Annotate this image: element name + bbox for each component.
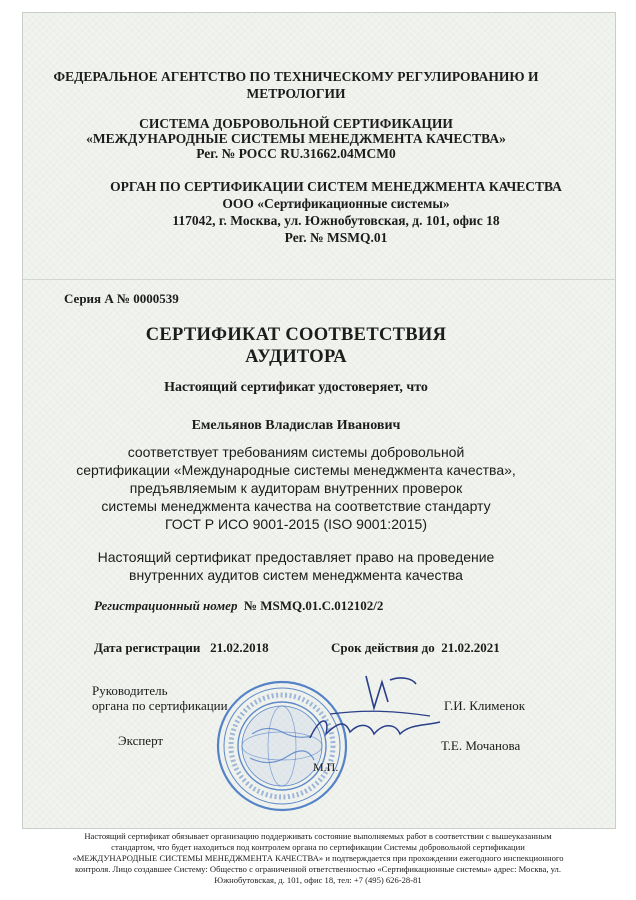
req-line-2: сертификации «Международные системы менеджмента качества», xyxy=(76,462,516,478)
requirements-text xyxy=(0,443,592,533)
stamp-mark: М.П. xyxy=(313,760,339,774)
footer-line-5: Южнобутовская, д. 101, офис 18, тел: +7 (495) 626-28-81 xyxy=(214,875,422,885)
reg-label: Регистрационный номер xyxy=(94,598,238,613)
valid-value: 21.02.2021 xyxy=(441,640,500,655)
head-name: Г.И. Клименок xyxy=(444,698,526,713)
expert-label: Эксперт xyxy=(118,733,164,748)
date-value: 21.02.2018 xyxy=(210,640,269,655)
head-of-body-label xyxy=(92,683,228,713)
system-reg: Рег. № РОСС RU.31662.04МСМ0 xyxy=(196,146,396,161)
organ-line-2: ООО «Сертификационные системы» xyxy=(222,196,450,211)
organ-block xyxy=(40,178,632,246)
footer-line-1: Настоящий сертификат обязывает организацию поддерживать состояние выполняемых работ в соответствии с вышеуказанным xyxy=(84,831,552,841)
date-label: Дата регистрации xyxy=(94,640,201,655)
req-line-3: предъявляемым к аудиторам внутренних проверок xyxy=(129,480,463,496)
right-line-2: внутренних аудитов систем менеджмента качества xyxy=(129,567,463,583)
certificate-title xyxy=(0,324,592,368)
certifies-text: Настоящий сертификат удостоверяет, что xyxy=(164,380,428,395)
organ-line-1: ОРГАН ПО СЕРТИФИКАЦИИ СИСТЕМ МЕНЕДЖМЕНТА КАЧЕСТВА xyxy=(110,179,562,194)
agency-title xyxy=(0,68,592,102)
valid-until xyxy=(331,640,500,656)
certificate-series: Серия А № 0000539 xyxy=(64,291,179,306)
agency-line-2: МЕТРОЛОГИИ xyxy=(246,86,346,101)
footer-line-3: «МЕЖДУНАРОДНЫЕ СИСТЕМЫ МЕНЕДЖМЕНТА КАЧЕСТВА» и подтверждается при прохождении ежегодного инспекционного xyxy=(72,853,564,863)
organ-reg: Рег. № MSMQ.01 xyxy=(284,230,388,245)
title-line-2: АУДИТОРА xyxy=(245,347,347,367)
agency-line-1: ФЕДЕРАЛЬНОЕ АГЕНТСТВО ПО ТЕХНИЧЕСКОМУ РЕГУЛИРОВАНИЮ И xyxy=(53,69,539,84)
expert-signature-icon xyxy=(300,708,450,750)
expert-name: Т.Е. Мочанова xyxy=(441,738,521,753)
person-name: Емельянов Владислав Иванович xyxy=(191,418,401,433)
footer-line-4: контроля. Лицо создавшее Систему: Общество с ограниченной ответственностью «Сертификационные системы» адрес: Москва, ул. xyxy=(75,864,561,874)
req-line-5: ГОСТ Р ИСО 9001-2015 (ISO 9001:2015) xyxy=(165,516,427,532)
footer-notice xyxy=(50,831,586,886)
head-line-1: Руководитель xyxy=(92,683,168,698)
system-line-1: СИСТЕМА ДОБРОВОЛЬНОЙ СЕРТИФИКАЦИИ xyxy=(139,116,453,131)
valid-label: Срок действия до xyxy=(331,640,435,655)
right-line-1: Настоящий сертификат предоставляет право на проведение xyxy=(97,549,495,565)
organ-address: 117042, г. Москва, ул. Южнобутовская, д. 101, офис 18 xyxy=(172,213,500,228)
req-line-1: соответствует требованиям системы добровольной xyxy=(127,444,465,460)
rights-text xyxy=(0,548,592,584)
title-line-1: СЕРТИФИКАТ СООТВЕТСТВИЯ xyxy=(145,325,447,345)
registration-date xyxy=(94,640,269,656)
system-block xyxy=(0,116,592,161)
footer-line-2: стандартом, что будет находиться под контролем органа по сертификации Системы добровольной сертификации xyxy=(111,842,525,852)
reg-value: № MSMQ.01.С.012102/2 xyxy=(243,598,384,613)
head-line-2: органа по сертификации xyxy=(92,698,228,713)
system-line-2: «МЕЖДУНАРОДНЫЕ СИСТЕМЫ МЕНЕДЖМЕНТА КАЧЕСТВА» xyxy=(86,131,506,146)
req-line-4: системы менеджмента качества на соответствие стандарту xyxy=(101,498,491,514)
registration-number xyxy=(94,598,383,614)
